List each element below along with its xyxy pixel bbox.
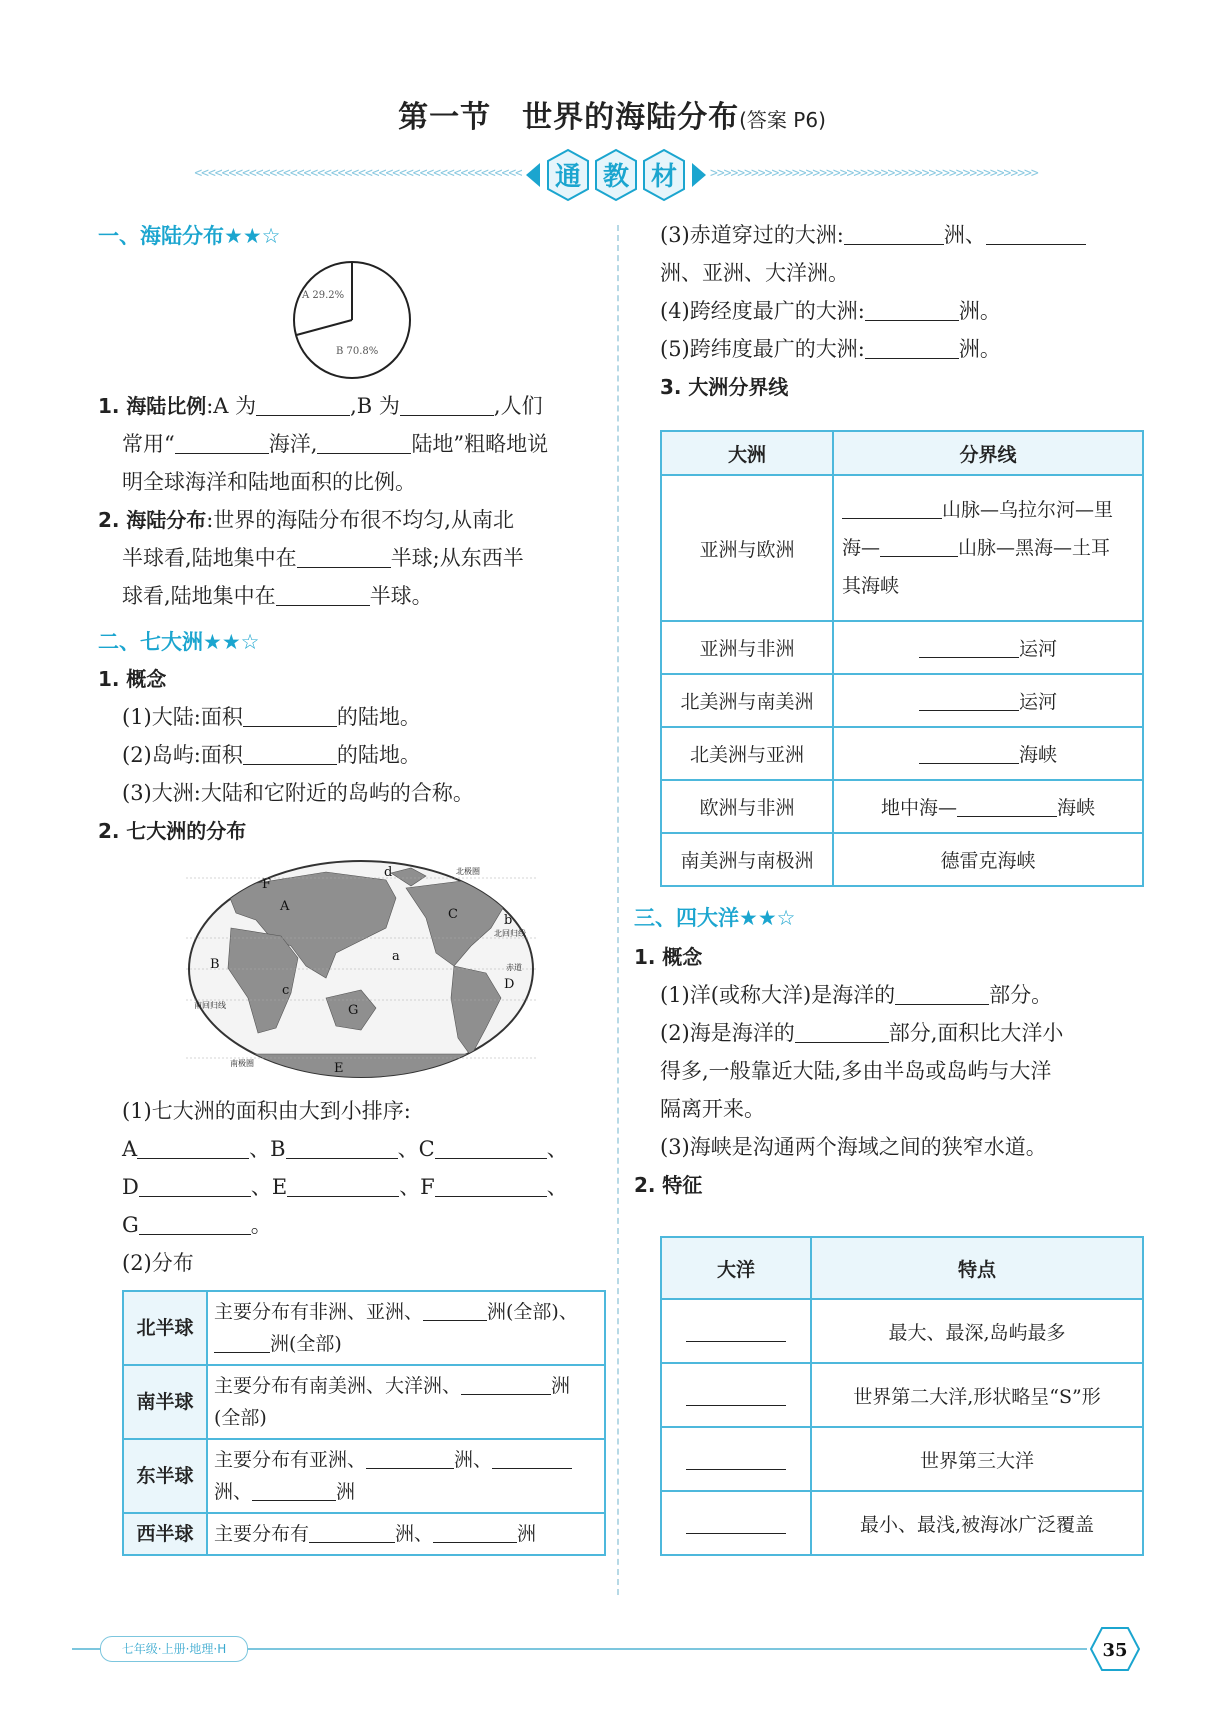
blank-field[interactable] bbox=[842, 496, 942, 519]
text: (3)大洲:大陆和它附近的岛屿的合称。 bbox=[122, 781, 474, 805]
world-map bbox=[186, 858, 536, 1080]
blank-field[interactable] bbox=[139, 1174, 251, 1197]
text: 洲、 bbox=[943, 223, 986, 247]
pie-label-b: B 70.8% bbox=[336, 346, 379, 357]
item-label: 海陆分布 bbox=[126, 508, 207, 532]
blank-field[interactable] bbox=[433, 1520, 517, 1543]
map-label-tropic-cancer: 北回归线 bbox=[494, 929, 526, 938]
table-cell bbox=[661, 1299, 811, 1363]
blank-field[interactable] bbox=[895, 982, 989, 1005]
page-title bbox=[0, 92, 1224, 136]
text: (3)海峡是沟通两个海域之间的狭窄水道。 bbox=[660, 1135, 1047, 1159]
text: 、 bbox=[546, 1137, 568, 1161]
blank-field[interactable] bbox=[686, 1319, 786, 1342]
table-cell bbox=[833, 621, 1143, 674]
badge-char-3: 材 bbox=[650, 162, 678, 192]
table-row bbox=[123, 1513, 605, 1555]
table-row bbox=[661, 1363, 1143, 1427]
blank-field[interactable] bbox=[686, 1383, 786, 1406]
map-label-d: d bbox=[384, 865, 393, 880]
map-label-c: c bbox=[282, 983, 290, 998]
text: 。 bbox=[250, 1213, 272, 1237]
table-cell bbox=[661, 1363, 811, 1427]
map-label-F: F bbox=[262, 877, 272, 892]
table-row bbox=[661, 1427, 1143, 1491]
table-cell bbox=[833, 727, 1143, 780]
blank-field[interactable] bbox=[795, 1020, 889, 1043]
table-cell bbox=[207, 1291, 605, 1365]
map-label-E: E bbox=[334, 1061, 344, 1076]
section-badge bbox=[526, 148, 706, 202]
badge-right-triangle-icon bbox=[692, 163, 706, 187]
item-label: 概念 bbox=[126, 667, 167, 691]
ocean-concepts bbox=[634, 938, 1154, 1204]
blank-field[interactable] bbox=[686, 1447, 786, 1470]
right-arrow-row-icon: >>>>>>>>>>>>>>>>>>>>>>>>>>>>>>>>>>>>>>>>>>>>>>>> bbox=[710, 166, 1038, 181]
table-row bbox=[123, 1439, 605, 1513]
blank-field[interactable] bbox=[256, 393, 350, 416]
continent-questions bbox=[660, 216, 1160, 406]
continent-area-order bbox=[122, 1092, 618, 1282]
text: 半球看,陆地集中在 bbox=[122, 546, 297, 570]
table-cell bbox=[833, 475, 1143, 621]
badge-left-triangle-icon bbox=[526, 163, 540, 187]
table-row bbox=[661, 780, 1143, 833]
text: 海洋, bbox=[268, 432, 318, 456]
text: 、C bbox=[397, 1137, 435, 1161]
column-header: 特点 bbox=[811, 1237, 1143, 1299]
text: ,B 为 bbox=[350, 394, 400, 418]
map-label-antarctic-circle: 南极圈 bbox=[230, 1059, 254, 1068]
table-header-row bbox=[661, 431, 1143, 475]
map-label-A: A bbox=[280, 899, 290, 914]
badge-char-2: 教 bbox=[602, 162, 630, 192]
table-cell bbox=[207, 1365, 605, 1439]
blank-field[interactable] bbox=[461, 1372, 551, 1395]
ocean-features-table bbox=[660, 1236, 1144, 1556]
text: 海峡 bbox=[1018, 744, 1057, 766]
table-cell: 欧洲与非洲 bbox=[661, 780, 833, 833]
blank-field[interactable] bbox=[986, 222, 1086, 245]
table-cell bbox=[833, 674, 1143, 727]
text: 部分,面积比大洋小 bbox=[888, 1021, 1064, 1045]
table-cell bbox=[661, 1491, 811, 1555]
question-text: (1)七大洲的面积由大到小排序: bbox=[122, 1099, 411, 1123]
blank-field[interactable] bbox=[309, 1520, 395, 1543]
table-row bbox=[123, 1291, 605, 1365]
row-header: 北半球 bbox=[123, 1291, 207, 1365]
blank-field[interactable] bbox=[252, 1478, 336, 1501]
table-row bbox=[123, 1365, 605, 1439]
text: 地中海— bbox=[880, 797, 957, 819]
item-label: 七大洲的分布 bbox=[126, 819, 247, 843]
text: 洲 bbox=[517, 1523, 537, 1545]
text: 的陆地。 bbox=[336, 743, 421, 767]
text: G bbox=[122, 1213, 139, 1237]
text: 陆地”粗略地说 bbox=[411, 432, 549, 456]
text: 部分。 bbox=[989, 983, 1053, 1007]
table-cell: 亚洲与非洲 bbox=[661, 621, 833, 674]
text: 其海峡 bbox=[842, 575, 900, 597]
text: 洲(全部)、 bbox=[487, 1301, 578, 1323]
text: 、B bbox=[249, 1137, 286, 1161]
text: ,人们 bbox=[493, 394, 543, 418]
blank-field[interactable] bbox=[243, 704, 337, 727]
blank-field[interactable] bbox=[435, 1136, 547, 1159]
item-label: 海陆比例 bbox=[126, 394, 207, 418]
table-cell bbox=[661, 1427, 811, 1491]
blank-field[interactable] bbox=[276, 583, 370, 606]
text: :世界的海陆分布很不均匀,从南北 bbox=[206, 508, 514, 532]
text: 半球;从东西半 bbox=[390, 546, 524, 570]
text: (1)洋(或称大洋)是海洋的 bbox=[660, 983, 896, 1007]
hemisphere-distribution-table bbox=[122, 1290, 606, 1556]
blank-field[interactable] bbox=[919, 635, 1019, 658]
text: A bbox=[122, 1137, 138, 1161]
text: 山脉—黑海—土耳 bbox=[958, 537, 1111, 559]
land-sea-pie-chart bbox=[290, 258, 414, 382]
text: 明全球海洋和陆地面积的比例。 bbox=[122, 470, 416, 494]
item-number: 1. bbox=[98, 667, 120, 691]
text: 洲、亚洲、大洋洲。 bbox=[660, 261, 849, 285]
title-sub: (答案 P6) bbox=[739, 108, 826, 132]
table-cell: 亚洲与欧洲 bbox=[661, 475, 833, 621]
blank-field[interactable] bbox=[139, 1212, 251, 1235]
blank-field[interactable] bbox=[865, 298, 959, 321]
text: 洲 bbox=[336, 1481, 356, 1503]
table-row bbox=[661, 1299, 1143, 1363]
text: D bbox=[122, 1175, 139, 1199]
blank-field[interactable] bbox=[880, 534, 958, 557]
blank-field[interactable] bbox=[400, 393, 494, 416]
text: (4)跨经度最广的大洲: bbox=[660, 299, 865, 323]
item-label: 概念 bbox=[662, 945, 703, 969]
title-main: 第一节 世界的海陆分布 bbox=[398, 100, 740, 135]
text: 、E bbox=[250, 1175, 288, 1199]
column-header: 分界线 bbox=[833, 431, 1143, 475]
text: 得多,一般靠近大陆,多由半岛或岛屿与大洋 bbox=[660, 1059, 1052, 1083]
map-label-a: a bbox=[392, 949, 400, 964]
text: (2)海是海洋的 bbox=[660, 1021, 795, 1045]
blank-field[interactable] bbox=[366, 1446, 454, 1469]
left-arrow-row-icon: <<<<<<<<<<<<<<<<<<<<<<<<<<<<<<<<<<<<<<<<<<<<<<<< bbox=[194, 166, 522, 181]
footer-book-tag: 七年级·上册·地理·H bbox=[100, 1636, 248, 1662]
table-cell bbox=[207, 1513, 605, 1555]
text: 的陆地。 bbox=[336, 705, 421, 729]
blank-field[interactable] bbox=[317, 431, 411, 454]
item-label: 大洲分界线 bbox=[688, 375, 789, 399]
text: 洲 bbox=[551, 1375, 571, 1397]
text: (2)岛屿:面积 bbox=[122, 743, 243, 767]
text: 常用“ bbox=[122, 432, 175, 456]
column-header: 大洋 bbox=[661, 1237, 811, 1299]
blank-field[interactable] bbox=[214, 1330, 270, 1353]
item-land-sea-ratio bbox=[98, 387, 618, 615]
item-number: 1. bbox=[98, 394, 120, 418]
blank-field[interactable] bbox=[686, 1511, 786, 1534]
text: 海— bbox=[842, 537, 881, 559]
text: (1)大陆:面积 bbox=[122, 705, 243, 729]
text: 主要分布有 bbox=[214, 1523, 310, 1545]
text: (全部) bbox=[214, 1407, 267, 1429]
row-header: 东半球 bbox=[123, 1439, 207, 1513]
blank-field[interactable] bbox=[243, 742, 337, 765]
blank-field[interactable] bbox=[287, 1174, 399, 1197]
text: 洲、 bbox=[454, 1449, 493, 1471]
table-cell: 南美洲与南极洲 bbox=[661, 833, 833, 886]
continent-boundary-table bbox=[660, 430, 1144, 887]
table-row bbox=[661, 727, 1143, 780]
map-label-tropic-capricorn: 南回归线 bbox=[194, 1001, 226, 1010]
text: 主要分布有南美洲、大洋洲、 bbox=[214, 1375, 462, 1397]
section-heading-oceans: 三、四大洋★★☆ bbox=[634, 906, 796, 930]
text: 隔离开来。 bbox=[660, 1097, 765, 1121]
text: 运河 bbox=[1018, 691, 1057, 713]
section-heading-continents: 二、七大洲★★☆ bbox=[98, 630, 260, 654]
page-number-badge bbox=[1090, 1626, 1140, 1672]
blank-field[interactable] bbox=[286, 1136, 398, 1159]
blank-field[interactable] bbox=[919, 688, 1019, 711]
text: 洲。 bbox=[958, 337, 1001, 361]
table-row bbox=[661, 475, 1143, 621]
item-number: 2. bbox=[634, 1173, 656, 1197]
blank-field[interactable] bbox=[435, 1174, 547, 1197]
text: (3)赤道穿过的大洲: bbox=[660, 223, 844, 247]
map-label-arctic-circle: 北极圈 bbox=[456, 867, 480, 876]
table-cell bbox=[207, 1439, 605, 1513]
text: 主要分布有亚洲、 bbox=[214, 1449, 367, 1471]
map-label-B: B bbox=[210, 957, 220, 972]
text: 球看,陆地集中在 bbox=[122, 584, 276, 608]
blank-field[interactable] bbox=[175, 431, 269, 454]
blank-field[interactable] bbox=[957, 794, 1057, 817]
map-label-b: b bbox=[504, 913, 513, 928]
text: 洲。 bbox=[958, 299, 1001, 323]
blank-field[interactable] bbox=[919, 741, 1019, 764]
pie-label-a: A 29.2% bbox=[302, 290, 345, 301]
row-header: 南半球 bbox=[123, 1365, 207, 1439]
text: 洲、 bbox=[395, 1523, 434, 1545]
blank-field[interactable] bbox=[865, 336, 959, 359]
text: (5)跨纬度最广的大洲: bbox=[660, 337, 865, 361]
item-label: 特征 bbox=[662, 1173, 703, 1197]
item-number: 2. bbox=[98, 819, 120, 843]
table-row bbox=[661, 1491, 1143, 1555]
blank-field[interactable] bbox=[137, 1136, 249, 1159]
text: 洲(全部) bbox=[270, 1333, 342, 1355]
map-label-equator: 赤道 bbox=[506, 963, 522, 972]
table-row bbox=[661, 621, 1143, 674]
blank-field[interactable] bbox=[297, 545, 391, 568]
table-cell: 最小、最浅,被海冰广泛覆盖 bbox=[811, 1491, 1143, 1555]
blank-field[interactable] bbox=[844, 222, 944, 245]
text: 海峡 bbox=[1057, 797, 1096, 819]
table-row bbox=[661, 674, 1143, 727]
text: 、 bbox=[546, 1175, 568, 1199]
table-cell: 北美洲与亚洲 bbox=[661, 727, 833, 780]
continent-concepts bbox=[98, 660, 618, 850]
text: 半球。 bbox=[369, 584, 433, 608]
item-number: 2. bbox=[98, 508, 120, 532]
item-number: 1. bbox=[634, 945, 656, 969]
text: 运河 bbox=[1018, 638, 1057, 660]
column-header: 大洲 bbox=[661, 431, 833, 475]
table-cell: 世界第三大洋 bbox=[811, 1427, 1143, 1491]
row-header: 西半球 bbox=[123, 1513, 207, 1555]
page-number: 35 bbox=[1102, 1640, 1128, 1661]
table-cell: 北美洲与南美洲 bbox=[661, 674, 833, 727]
map-label-G: G bbox=[348, 1003, 359, 1018]
question-text: (2)分布 bbox=[122, 1251, 194, 1275]
blank-field[interactable] bbox=[423, 1298, 487, 1321]
text: 、F bbox=[399, 1175, 435, 1199]
table-cell bbox=[833, 780, 1143, 833]
map-label-D: D bbox=[504, 977, 515, 992]
table-cell: 世界第二大洋,形状略呈“S”形 bbox=[811, 1363, 1143, 1427]
section-heading-land-sea: 一、海陆分布★★☆ bbox=[98, 224, 281, 248]
map-label-C: C bbox=[448, 907, 458, 922]
item-number: 3. bbox=[660, 375, 682, 399]
text: 山脉—乌拉尔河—里 bbox=[942, 499, 1114, 521]
blank-field[interactable] bbox=[492, 1446, 572, 1469]
text: 主要分布有非洲、亚洲、 bbox=[214, 1301, 424, 1323]
badge-char-1: 通 bbox=[554, 162, 582, 192]
table-cell: 德雷克海峡 bbox=[833, 833, 1143, 886]
table-header-row bbox=[661, 1237, 1143, 1299]
table-cell: 最大、最深,岛屿最多 bbox=[811, 1299, 1143, 1363]
text: :A 为 bbox=[206, 394, 257, 418]
table-row bbox=[661, 833, 1143, 886]
text: 洲、 bbox=[214, 1481, 253, 1503]
